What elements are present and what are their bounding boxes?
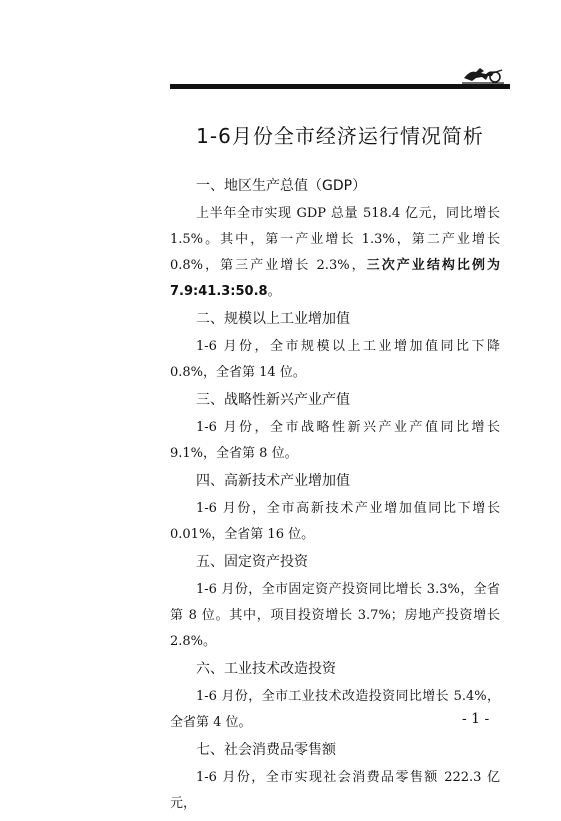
section-text-industrial: 1-6 月份，全市规模以上工业增加值同比下降 0.8%，全省第 14 位。 — [170, 339, 500, 380]
section-text-hightech: 1-6 月份，全市高新技术产业增加值同比下增长 0.01%，全省第 16 位。 — [170, 501, 500, 542]
section-heading-gdp: 一、地区生产总值（GDP） — [196, 178, 367, 194]
section-text-investment: 1-6 月份，全市固定资产投资同比增长 3.3%，全省第 8 位。其中，项目投资增长 3.7%；房地产投资增长 2.8%。 — [170, 582, 500, 649]
section-heading-industrial: 二、规模以上工业增加值 — [196, 311, 350, 327]
section-text-gdp: 上半年全市实现 GDP 总量 518.4 亿元，同比增长 1.5%。其中，第一产业增长 1.3%，第二产业增长 0.8%，第三产业增长 2.3%，三次产业结构比例为 7.9:41.3:50.8。 — [170, 206, 500, 299]
page-number: - 1 - — [462, 711, 490, 727]
page-title: 1-6月份全市经济运行情况简析 — [196, 124, 484, 148]
report-body — [170, 176, 500, 821]
horse-chariot-emblem-icon — [462, 60, 504, 84]
section-text-tech-renovation: 1-6 月份，全市工业技术改造投资同比增长 5.4%，全省第 4 位。 — [170, 689, 500, 730]
section-heading-hightech: 四、高新技术产业增加值 — [196, 473, 350, 489]
header-rule — [170, 84, 510, 89]
section-heading-investment: 五、固定资产投资 — [196, 554, 308, 570]
section-heading-emerging: 三、战略性新兴产业产值 — [196, 392, 350, 408]
section-heading-tech-renovation: 六、工业技术改造投资 — [196, 661, 336, 677]
section-text-retail: 1-6 月份，全市实现社会消费品零售额 222.3 亿元， — [170, 770, 500, 811]
section-heading-retail: 七、社会消费品零售额 — [196, 742, 336, 758]
industry-structure-ratio: 三次产业结构比例为 7.9:41.3:50.8 — [170, 258, 500, 299]
section-text-emerging: 1-6 月份，全市战略性新兴产业产值同比增长 9.1%，全省第 8 位。 — [170, 420, 500, 461]
